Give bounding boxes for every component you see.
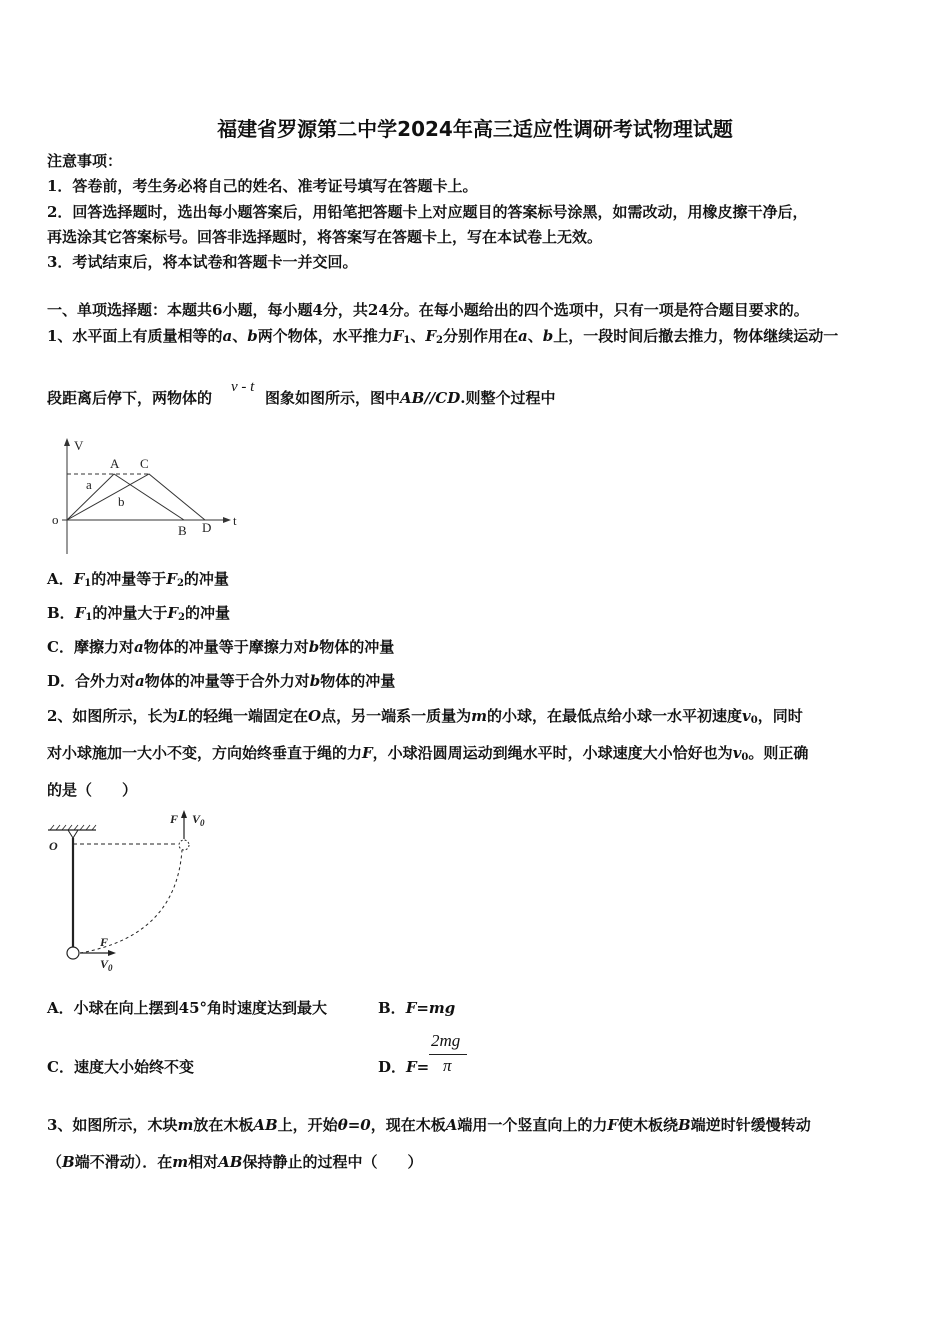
q1-option-A[interactable]: A．$F_1$的冲量等于$F_2$的冲量 [47, 570, 229, 589]
pendulum-figure [44, 808, 214, 974]
q2-line3: 的是（ ） [47, 781, 138, 799]
fraction-denominator: π [443, 1056, 452, 1075]
fraction-numerator: 2mg [431, 1031, 461, 1050]
note-item: 1．答卷前，考生务必将自己的姓名、准考证号填写在答题卡上。 [47, 177, 478, 195]
vt-symbol: v - t [231, 379, 255, 395]
q2-option-D[interactable]: D．F= [378, 1058, 430, 1076]
label-C: C [140, 456, 149, 471]
ball-top [179, 840, 189, 850]
label-a: a [86, 477, 92, 492]
q1-option-D[interactable]: D．合外力对a物体的冲量等于合外力对b物体的冲量 [47, 672, 396, 690]
q3-line2: （B端不滑动）．在m相对AB保持静止的过程中（ ） [47, 1153, 423, 1171]
notes-heading: 注意事项： [47, 152, 123, 170]
label-V0-bottom-sub: 0 [108, 963, 113, 973]
q1-option-B[interactable]: B．$F_1$的冲量大于$F_2$的冲量 [47, 604, 230, 623]
line-a [67, 474, 184, 520]
label-D: D [202, 520, 212, 535]
q1-line1: 1、水平面上有质量相等的a、b两个物体，水平推力$F_1$、$F_2$分别作用在a、b上，一段时间后撤去推力，物体继续运动一 [47, 327, 839, 346]
label-V0-top: V [192, 812, 201, 826]
vt-graph [50, 436, 250, 558]
label-A: A [110, 456, 120, 471]
label-t: t [233, 513, 237, 528]
ball-bottom [67, 947, 79, 959]
q1-line2-rest: 图象如图所示，图中AB//CD.则整个过程中 [265, 389, 556, 407]
q2-line1: 2、如图所示，长为L的轻绳一端固定在O点，另一端系一质量为m的小球，在最低点给小球一水平初速度$v_0$，同时 [47, 707, 803, 726]
label-F-bottom: F [100, 935, 109, 949]
note-item: 再选涂其它答案标号。回答非选择题时，将答案写在答题卡上，写在本试卷上无效。 [47, 228, 603, 246]
q2-option-A[interactable]: A．小球在向上摆到45°角时速度达到最大 [47, 999, 328, 1017]
q1-line2: 段距离后停下，两物体的 [47, 389, 213, 407]
note-item: 2．回答选择题时，选出每小题答案后，用铅笔把答题卡上对应题目的答案标号涂黑，如需改动，用橡皮擦干净后， [47, 203, 808, 221]
t-axis-arrow [223, 517, 231, 523]
q2-line2: 对小球施加一大小不变，方向始终垂直于绳的力F，小球沿圆周运动到绳水平时，小球速度大小恰好也为$v_0$。则正确 [47, 744, 809, 763]
q2-option-B[interactable]: B．F=mg [378, 999, 456, 1017]
label-V0-bottom: V [100, 957, 109, 971]
note-item: 3．考试结束后，将本试卷和答题卡一并交回。 [47, 253, 358, 271]
ceiling-hatch [50, 825, 96, 830]
pivot [68, 830, 78, 838]
fraction-bar [429, 1054, 467, 1055]
label-v: V [74, 438, 84, 453]
page-title: 福建省罗源第二中学2024年高三适应性调研考试物理试题 [217, 117, 733, 141]
q3-line1: 3、如图所示，木块m放在木板AB上，开始θ=0，现在木板A端用一个竖直向上的力F使木板绕B端逆时针缓慢转动 [47, 1116, 811, 1134]
circular-path [80, 850, 182, 953]
label-B: B [178, 523, 187, 538]
label-V0-top-sub: 0 [200, 818, 205, 828]
label-o: o [52, 512, 59, 527]
label-b: b [118, 494, 125, 509]
label-O: O [49, 839, 58, 853]
q1-option-C[interactable]: C．摩擦力对a物体的冲量等于摩擦力对b物体的冲量 [47, 638, 395, 656]
arrowhead-top [181, 810, 187, 818]
arrowhead-bottom [108, 950, 116, 956]
v-axis-arrow [64, 438, 70, 446]
label-F-top: F [170, 812, 179, 826]
q2-option-C[interactable]: C．速度大小始终不变 [47, 1058, 194, 1076]
section-heading: 一、单项选择题：本题共6小题，每小题4分，共24分。在每小题给出的四个选项中，只有一项是符合题目要求的。 [47, 301, 809, 319]
